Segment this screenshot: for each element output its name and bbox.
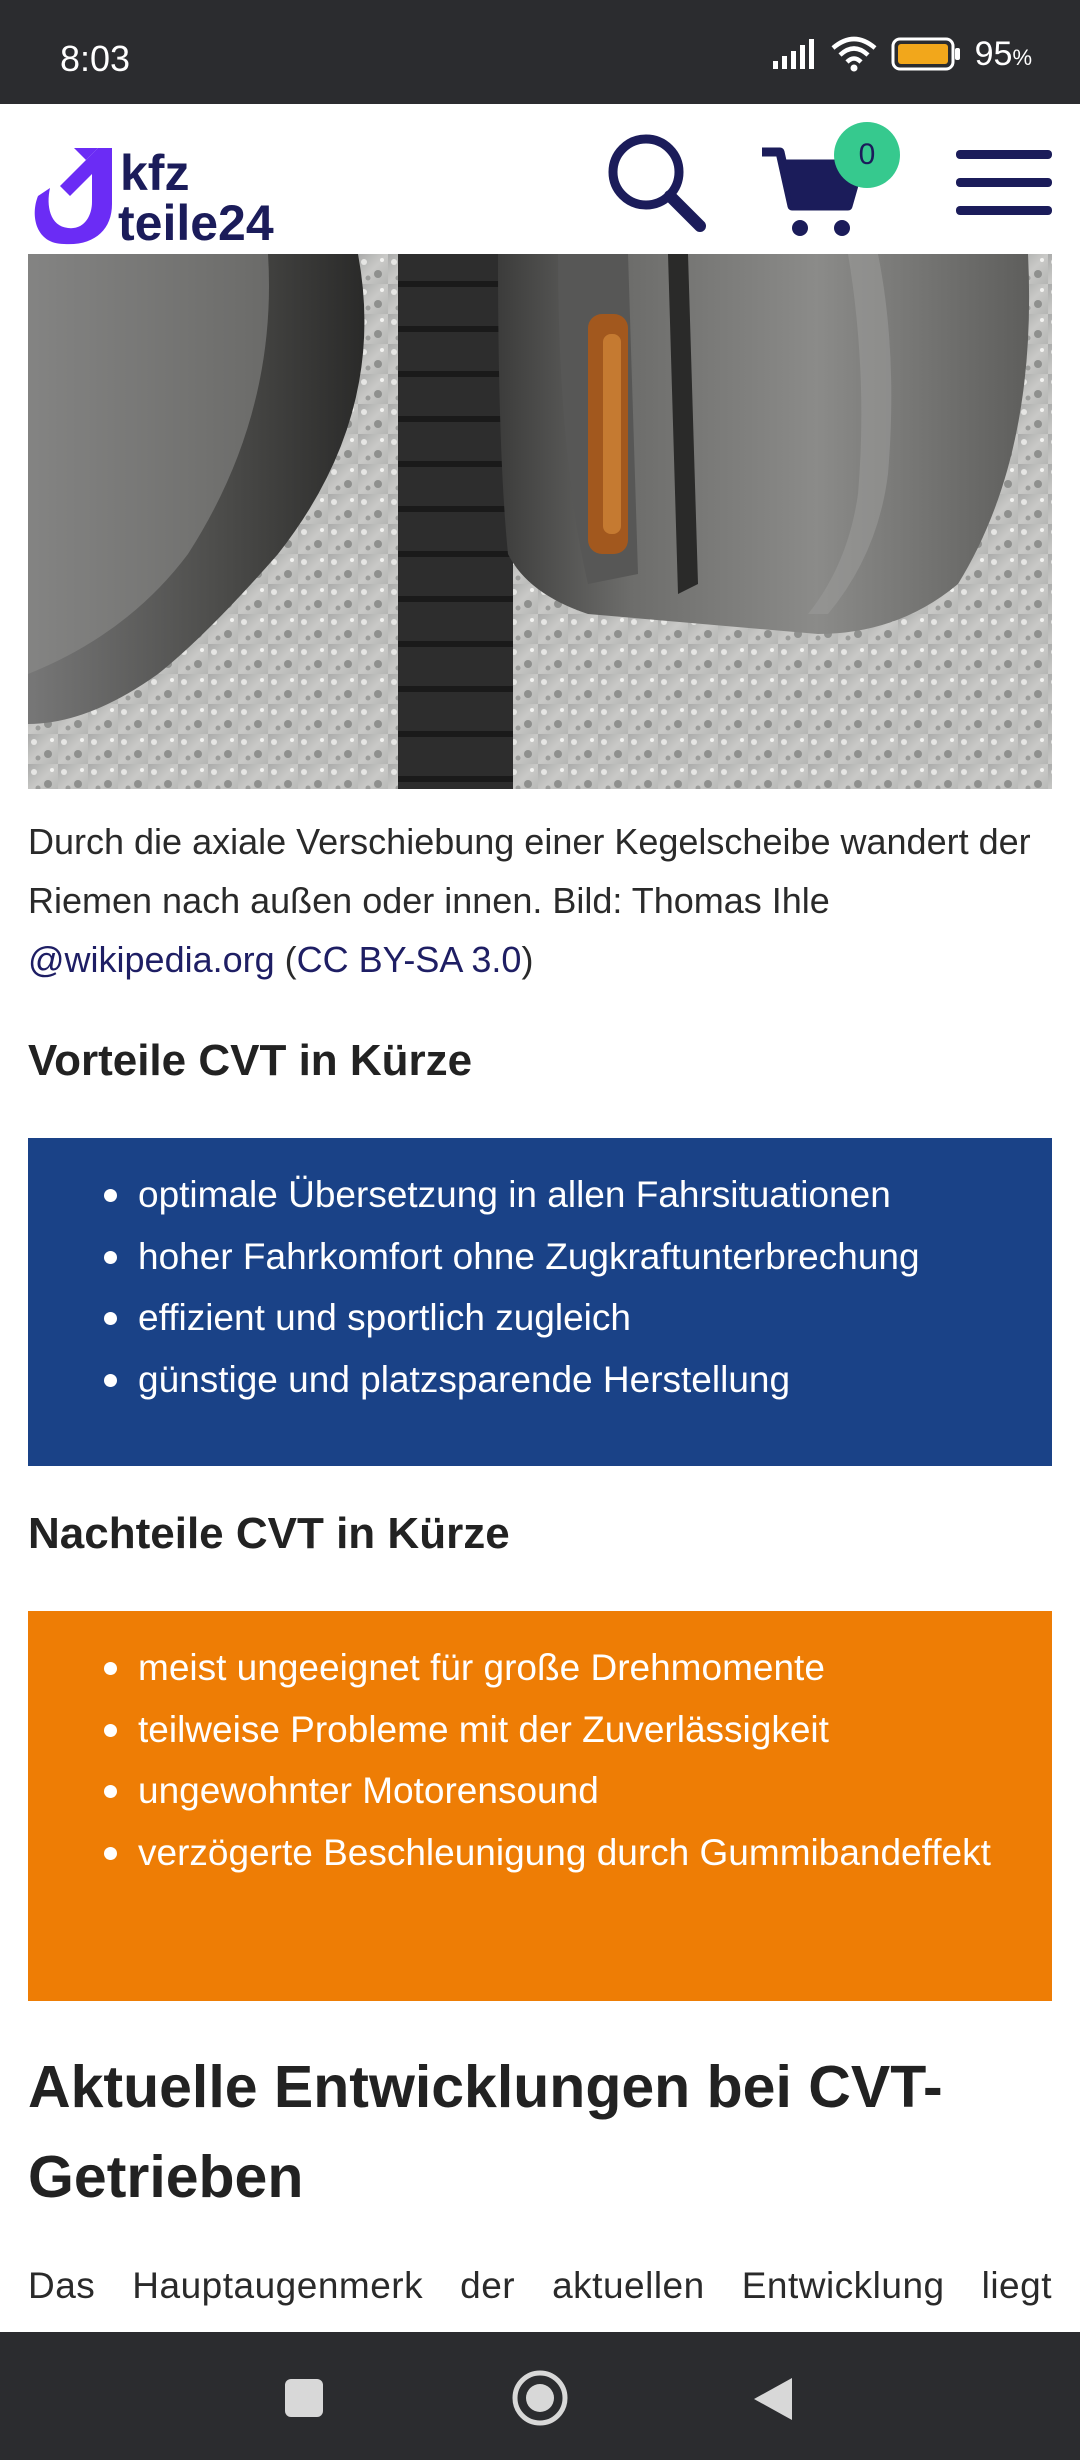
list-item: meist ungeeignet für große Drehmomente [138, 1637, 1052, 1699]
list-item: verzögerte Beschleunigung durch Gummibandeffekt [138, 1822, 1052, 1884]
home-button[interactable] [510, 2368, 570, 2428]
status-time: 8:03 [60, 38, 131, 79]
list-item: optimale Übersetzung in allen Fahrsituationen [138, 1164, 1052, 1226]
cvt-pulley-image [28, 254, 1052, 789]
battery-percent: 95% [974, 34, 1032, 73]
pros-list [28, 1138, 1052, 1410]
list-item: hoher Fahrkomfort ohne Zugkraftunterbrechung [138, 1226, 1052, 1288]
site-header [0, 104, 1080, 254]
site-logo[interactable] [28, 144, 358, 264]
search-icon[interactable] [604, 130, 708, 234]
list-item: effizient und sportlich zugleich [138, 1287, 1052, 1349]
image-caption: Durch die axiale Verschiebung einer Kegelscheibe wandert der Riemen nach außen oder innen. Bild: Thomas Ihle @wikipedia.org (CC BY-SA 3.0) [28, 821, 1031, 980]
pros-box [28, 1138, 1052, 1466]
status-bar [0, 0, 1080, 104]
recent-apps-button[interactable] [283, 2377, 325, 2419]
body-paragraph: Das Hauptaugenmerk der aktuellen Entwicklung liegt [28, 2265, 1052, 2306]
back-button[interactable] [752, 2376, 794, 2422]
list-item: teilweise Probleme mit der Zuverlässigkeit [138, 1699, 1052, 1761]
wifi-icon [831, 36, 877, 72]
system-nav-bar [0, 2332, 1080, 2460]
cons-list [28, 1611, 1052, 1883]
cons-heading: Nachteile CVT in Kürze [28, 1509, 510, 1558]
cons-box [28, 1611, 1052, 2001]
logo-line2: teile24 [118, 195, 274, 251]
kfzteile24-logo [28, 144, 358, 259]
license-link[interactable]: CC BY-SA 3.0 [296, 939, 522, 980]
wikipedia-link[interactable]: @wikipedia.org [28, 939, 275, 980]
cart-count-badge[interactable]: 0 [834, 122, 900, 188]
status-icons [771, 34, 1032, 74]
list-item: günstige und platzsparende Herstellung [138, 1349, 1052, 1411]
section-heading: Aktuelle Entwicklungen bei CVT-Getrieben [28, 2054, 943, 2210]
signal-icon [771, 39, 817, 69]
caption-text: Durch die axiale Verschiebung einer Kegelscheibe wandert der Riemen nach außen oder innen. Bild: Thomas Ihle [28, 821, 1031, 921]
list-item: ungewohnter Motorensound [138, 1760, 1052, 1822]
pros-heading: Vorteile CVT in Kürze [28, 1036, 473, 1085]
menu-icon[interactable] [954, 148, 1054, 218]
logo-line1: kfz [120, 145, 190, 201]
battery-icon [891, 37, 961, 71]
